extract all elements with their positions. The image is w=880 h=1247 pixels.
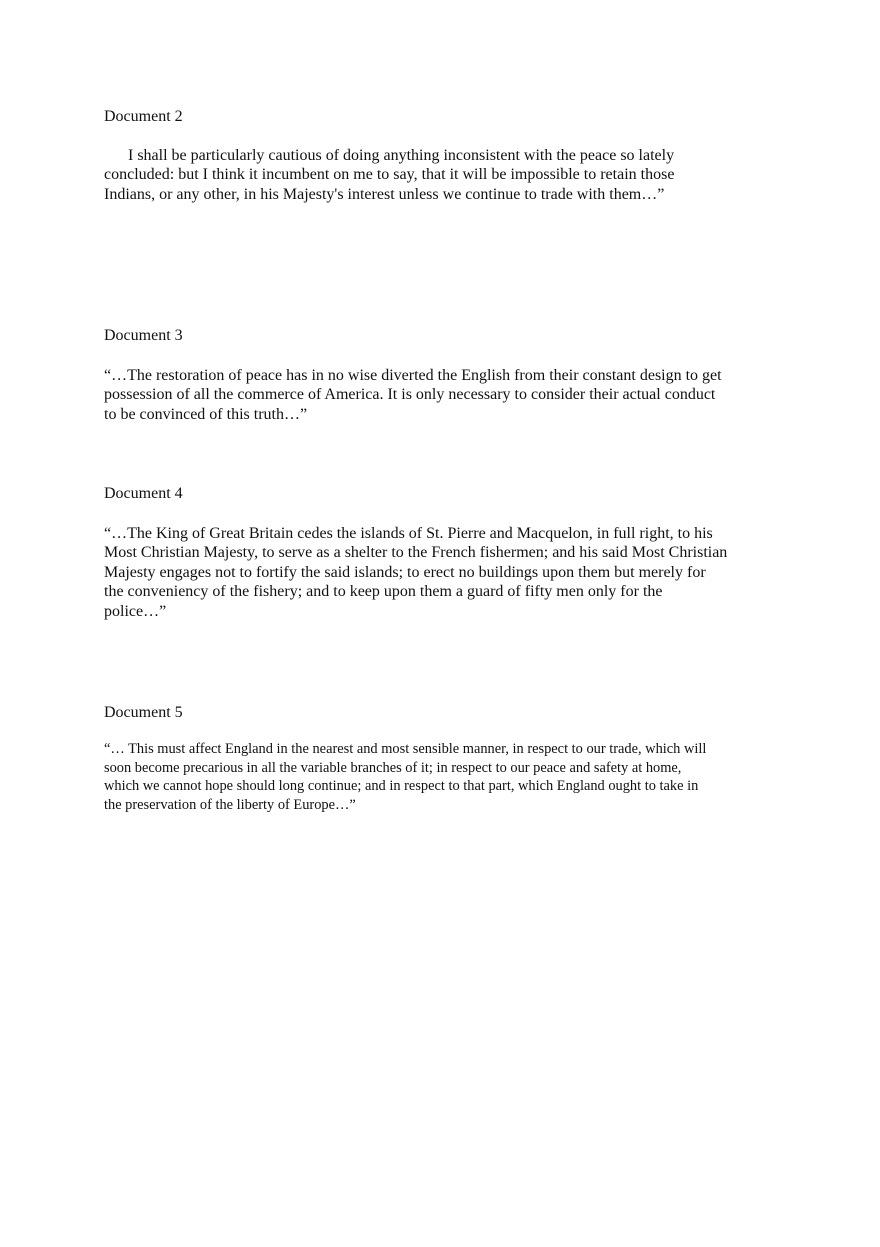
document-3-line: to be convinced of this truth…”	[104, 405, 308, 423]
document-5-line: the preservation of the liberty of Europe…”	[104, 796, 356, 813]
document-2-line: concluded: but I think it incumbent on me to say, that it will be impossible to retain those	[104, 166, 675, 184]
document-5-line: which we cannot hope should long continue; and in respect to that part, which England ought to take in	[104, 778, 699, 795]
document-4-line: “…The King of Great Britain cedes the islands of St. Pierre and Macquelon, in full right, to his	[104, 525, 713, 542]
document-5-line: soon become precarious in all the variable branches of it; in respect to our peace and safety at home,	[104, 759, 682, 776]
document-4-line: Majesty engages not to fortify the said islands; to erect no buildings upon them but merely for	[104, 563, 706, 581]
document-2-line: Indians, or any other, in his Majesty's interest unless we continue to trade with them…”	[104, 185, 665, 203]
document-3-text	[104, 366, 722, 424]
document-3-heading: Document 3	[104, 327, 183, 344]
document-5-line: “… This must affect England in the nearest and most sensible manner, in respect to our trade, which will	[104, 741, 707, 757]
document-4-line: the conveniency of the fishery; and to keep upon them a guard of fifty men only for the	[104, 583, 663, 601]
document-3-line: possession of all the commerce of America. It is only necessary to consider their actual conduct	[104, 386, 716, 404]
document-4-line: police…”	[104, 602, 167, 620]
document-2-heading: Document 2	[104, 108, 183, 125]
document-4-heading: Document 4	[104, 485, 183, 502]
document-2-text	[104, 146, 674, 204]
document-5-heading: Document 5	[104, 704, 183, 721]
document-5-text	[104, 740, 706, 814]
document-2-line: I shall be particularly cautious of doing anything inconsistent with the peace so lately	[128, 147, 675, 164]
document-4-line: Most Christian Majesty, to serve as a shelter to the French fishermen; and his said Most Christian	[104, 544, 728, 562]
document-4-text	[104, 524, 727, 621]
document-3-line: “…The restoration of peace has in no wise diverted the English from their constant design to get	[104, 367, 722, 384]
